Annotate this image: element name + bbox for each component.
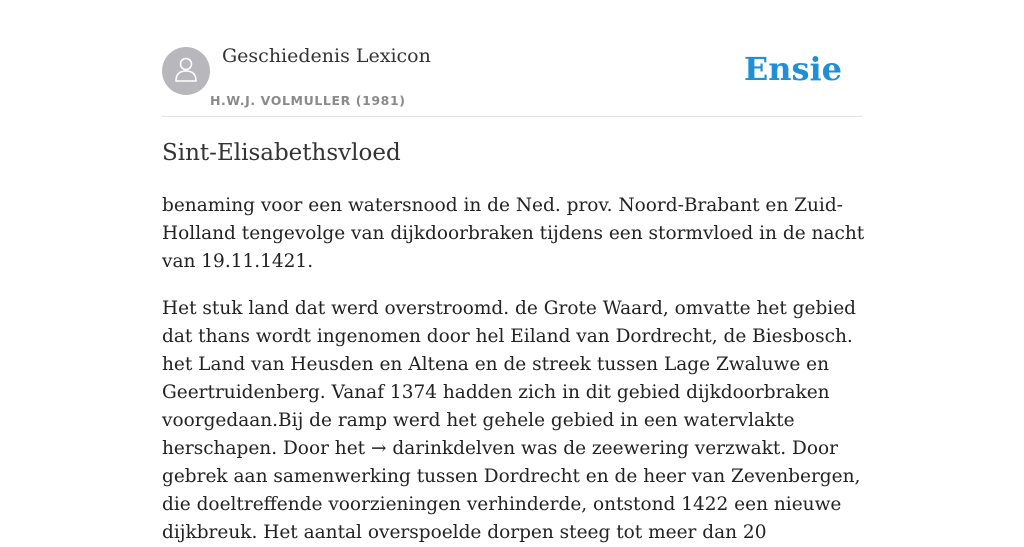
entry-title: Sint-Elisabethsvloed [162,140,401,166]
author-name[interactable]: H.W.J. VOLMULLER (1981) [210,93,406,108]
entry-paragraph: Het stuk land dat werd overstroomd. de Grote Waard, omvatte het gebied dat thans wordt ingenomen door hel Eiland van Dordrecht, de Biesbosch. het Land van Heusden en Altena en de streek tussen Lage Zwaluwe en Geertruidenberg. Vanaf 1374 hadden zich in dit gebied dijkdoorbraken voorgedaan.Bij de ramp werd het gehele gebied in een watervlakte herschapen. Door het → darinkdelven was de zeewering verzwakt. Door gebrek aan samenwerking tussen Dordrecht en de heer van Zevenbergen, die doeltreffende voorzieningen verhinderde, ontstond 1422 een nieuwe dijkbreuk. Het aantal overspoelde dorpen steeg tot meer dan 20 [162,298,861,543]
book-title[interactable]: Geschiedenis Lexicon [222,45,431,67]
avatar[interactable] [162,47,210,95]
entry-paragraph: benaming voor een watersnood in de Ned. prov. Noord-Brabant en Zuid-Holland tengevolge van dijkdoorbraken tijdens een stormvloed in de nacht van 19.11.1421. [162,195,865,272]
brand-logo[interactable]: Ensie [743,50,842,88]
source-header [162,0,862,117]
page-container [162,0,865,543]
user-icon [171,54,201,88]
